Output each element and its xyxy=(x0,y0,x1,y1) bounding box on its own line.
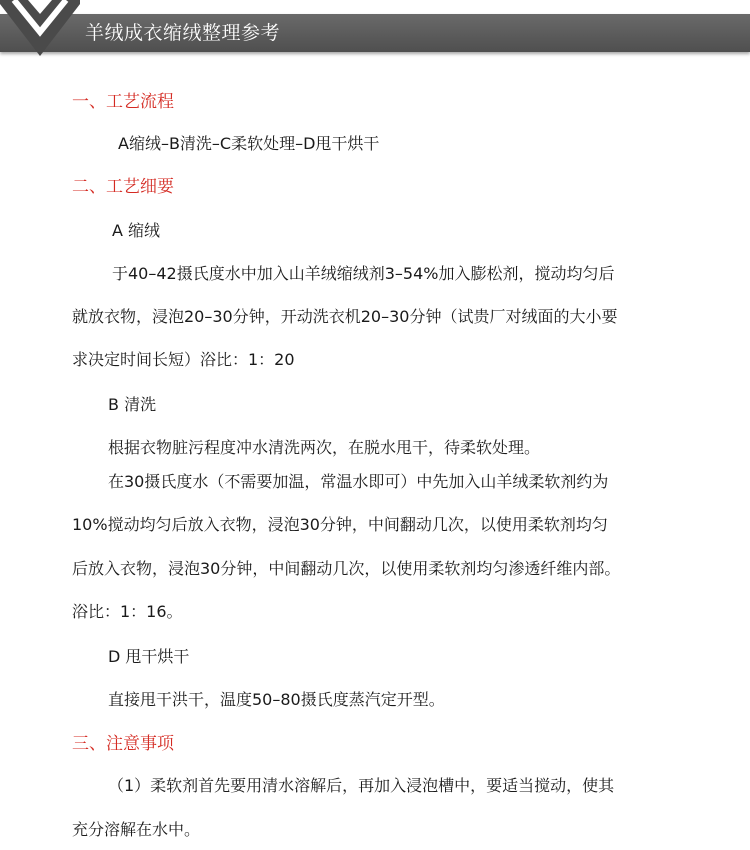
paragraph-line: 直接甩干洪干，温度50–80摄氏度蒸汽定开型。 xyxy=(108,690,445,709)
paragraph-line: 充分溶解在水中。 xyxy=(72,820,201,839)
chevron-down-icon xyxy=(0,0,80,70)
paragraph-line: 就放衣物，浸泡20–30分钟，开动洗衣机20–30分钟（试贵厂对绒面的大小要 xyxy=(72,307,618,326)
paragraph-line: 于40–42摄氏度水中加入山羊绒缩绒剂3–54%加入膨松剂，搅动均匀后 xyxy=(112,264,615,283)
subheading-d: D 甩干烘干 xyxy=(108,647,190,666)
paragraph-line: 求决定时间长短）浴比：1：20 xyxy=(72,350,295,369)
process-flow: A缩绒–B清洗–C柔软处理–D甩干烘干 xyxy=(118,134,380,153)
subheading-a: A 缩绒 xyxy=(112,221,161,240)
subheading-b: B 清洗 xyxy=(108,395,157,414)
section-heading-notes: 三、注意事项 xyxy=(72,734,174,754)
page-title: 羊绒成衣缩绒整理参考 xyxy=(85,22,281,44)
paragraph-line: 在30摄氏度水（不需要加温，常温水即可）中先加入山羊绒柔软剂约为 xyxy=(108,472,609,491)
paragraph-line: 浴比：1：16。 xyxy=(72,602,183,621)
paragraph-line: 根据衣物脏污程度冲水清洗两次，在脱水甩干，待柔软处理。 xyxy=(108,438,541,457)
paragraph-line: 10%搅动均匀后放入衣物，浸泡30分钟，中间翻动几次，以使用柔软剂均匀 xyxy=(72,515,608,534)
section-heading-process: 一、工艺流程 xyxy=(72,92,174,112)
paragraph-line: （1）柔软剂首先要用清水溶解后，再加入浸泡槽中，要适当搅动，使其 xyxy=(108,776,615,795)
paragraph-line: 后放入衣物，浸泡30分钟，中间翻动几次，以使用柔软剂均匀渗透纤维内部。 xyxy=(72,559,621,578)
title-banner xyxy=(0,14,750,52)
section-heading-details: 二、工艺细要 xyxy=(72,177,174,197)
